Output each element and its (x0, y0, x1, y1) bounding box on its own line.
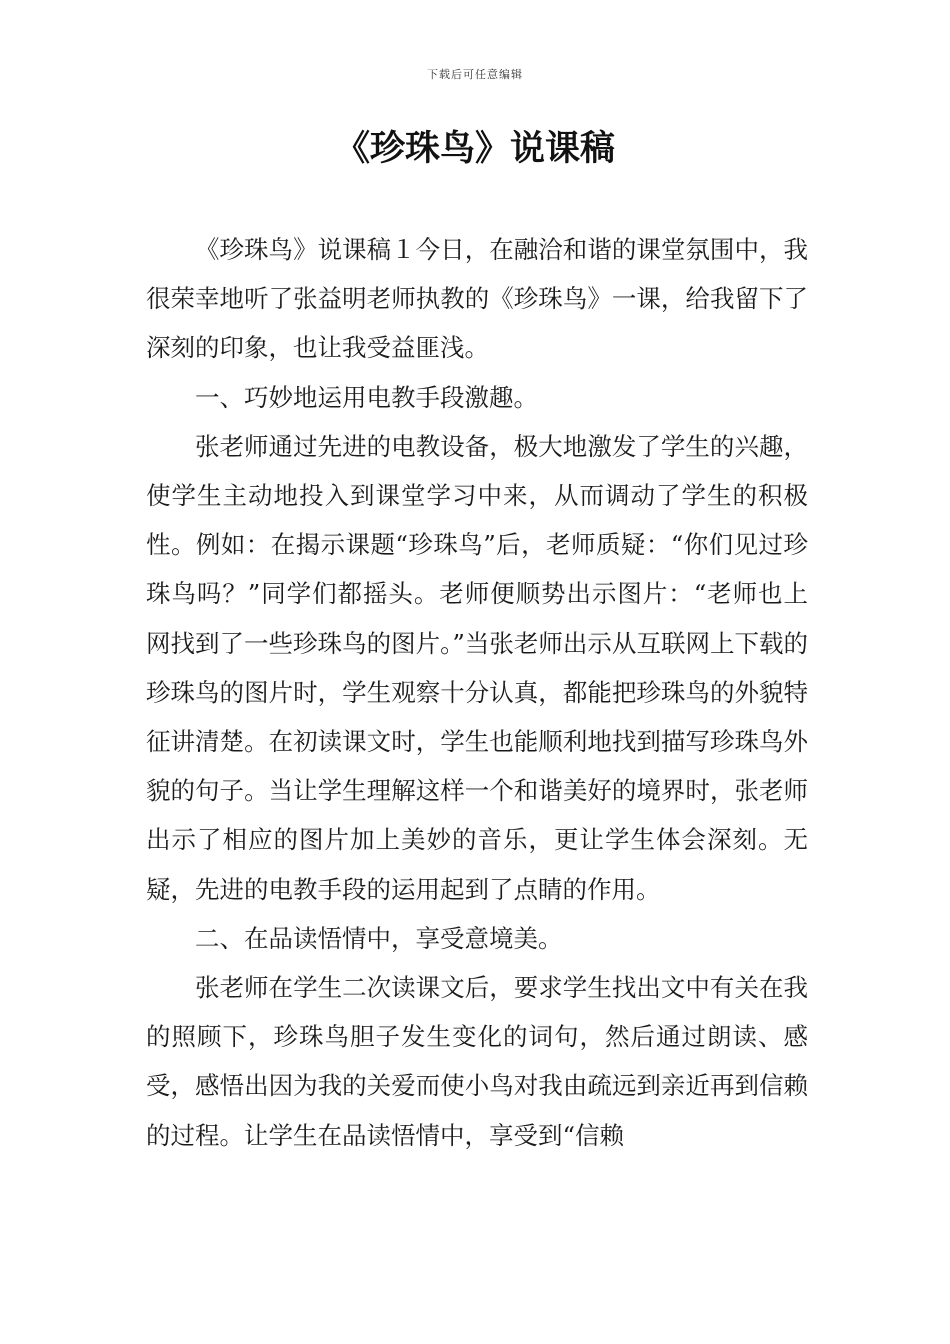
section-heading-1: 一、巧妙地运用电教手段激趣。 (195, 382, 538, 412)
header-note: 下载后可任意编辑 (427, 68, 523, 81)
section-heading-2: 二、在品读悟情中，享受意境美。 (195, 923, 563, 953)
document-body (146, 225, 808, 1160)
paragraph-section-2: 张老师在学生二次读课文后，要求学生找出文中有关在我的照顾下，珍珠鸟胆子发生变化的词句，然后通过朗读、感受，感悟出因为我的关爱而使小鸟对我由疏远到亲近再到信赖的过程。让学生在品读悟情中，享受到“信赖 (146, 973, 808, 1150)
document-title: 《珍珠鸟》说课稿 (334, 129, 615, 169)
paragraph-intro: 《珍珠鸟》说课稿１今日，在融洽和谐的课堂氛围中，我很荣幸地听了张益明老师执教的《珍珠鸟》一课，给我留下了深刻的印象，也让我受益匪浅。 (146, 235, 808, 363)
paragraph-section-1: 张老师通过先进的电教设备，极大地激发了学生的兴趣，使学生主动地投入到课堂学习中来，从而调动了学生的积极性。例如：在揭示课题“珍珠鸟”后，老师质疑：“你们见过珍珠鸟吗？”同学们都摇头。老师便顺势出示图片：“老师也上网找到了一些珍珠鸟的图片。”当张老师出示从互联网上下载的珍珠鸟的图片时，学生观察十分认真，都能把珍珠鸟的外貌特征讲清楚。在初读课文时，学生也能顺利地找到描写珍珠鸟外貌的句子。当让学生理解这样一个和谐美好的境界时，张老师出示了相应的图片加上美妙的音乐，更让学生体会深刻。无疑，先进的电教手段的运用起到了点睛的作用。 (146, 431, 808, 904)
